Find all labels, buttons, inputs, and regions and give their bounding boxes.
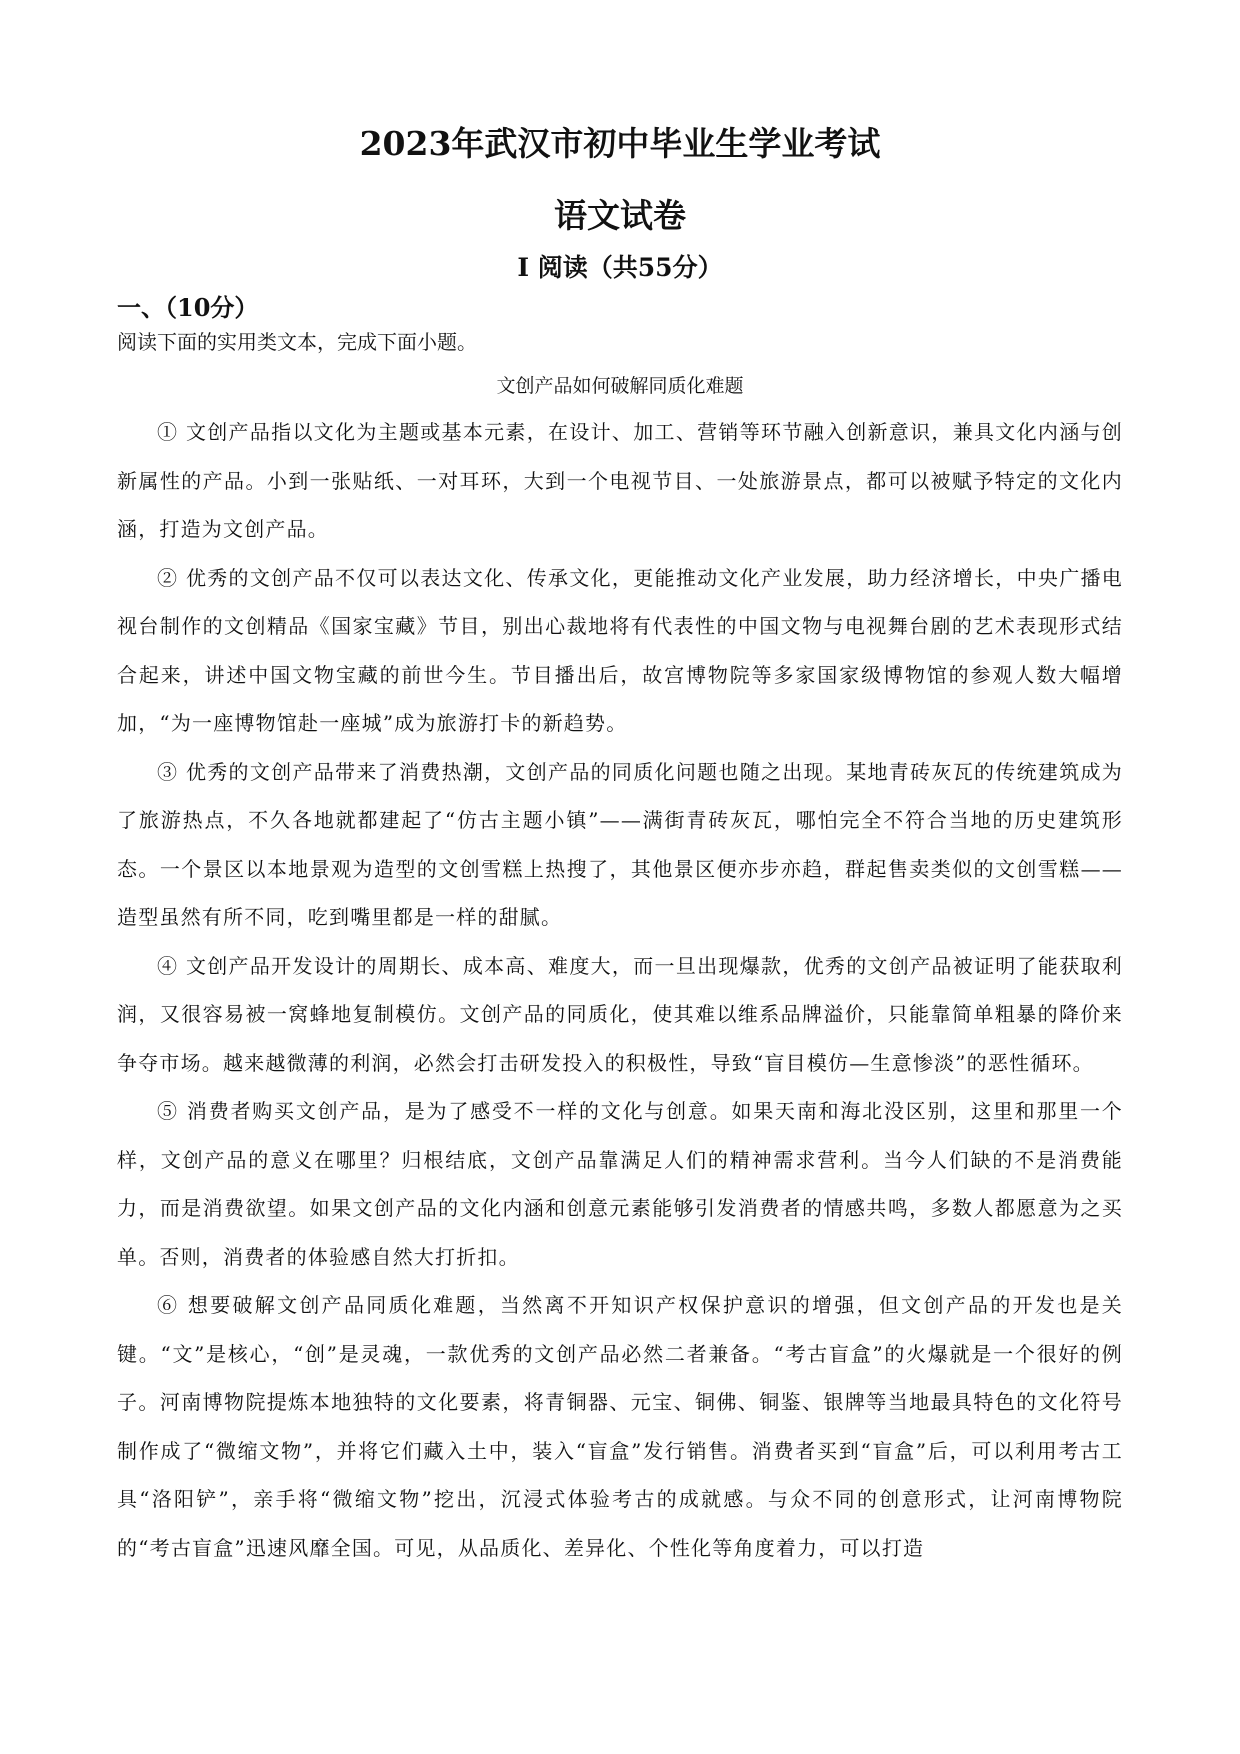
part-heading: Ⅰ 阅读（共55分） xyxy=(517,253,723,282)
article-paragraph: ⑤ 消费者购买文创产品，是为了感受不一样的文化与创意。如果天南和海北没区别，这里和那里一个样，文创产品的意义在哪里？归根结底，文创产品靠满足人们的精神需求营利。当今人们缺的不是消费能力，而是消费欲望。如果文创产品的文化内涵和创意元素能够引发消费者的情感共鸣，多数人都愿意为之买单。否则，消费者的体验感自然大打折扣。 xyxy=(117,1099,1123,1269)
section-instruction: 阅读下面的实用类文本，完成下面小题。 xyxy=(117,330,477,354)
article-paragraph: ⑥ 想要破解文创产品同质化难题，当然离不开知识产权保护意识的增强，但文创产品的开发也是关键。“文”是核心，“创”是灵魂，一款优秀的文创产品必然二者兼备。“考古盲盒”的火爆就是一个很好的例子。河南博物院提炼本地独特的文化要素，将青铜器、元宝、铜佛、铜鉴、银牌等当地最具特色的文化符号制作成了“微缩文物”，并将它们藏入土中，装入“盲盒”发行销售。消费者买到“盲盒”后，可以利用考古工具“洛阳铲”，亲手将“微缩文物”挖出，沉浸式体验考古的成就感。与众不同的创意形式，让河南博物院的“考古盲盒”迅速风靡全国。可见，从品质化、差异化、个性化等角度着力，可以打造 xyxy=(117,1293,1123,1560)
article-paragraph: ② 优秀的文创产品不仅可以表达文化、传承文化，更能推动文化产业发展，助力经济增长，中央广播电视台制作的文创精品《国家宝藏》节目，别出心裁地将有代表性的中国文物与电视舞台剧的艺术表现形式结合起来，讲述中国文物宝藏的前世今生。节目播出后，故宫博物院等多家国家级博物馆的参观人数大幅增加，“为一座博物馆赴一座城”成为旅游打卡的新趋势。 xyxy=(117,565,1123,735)
article-title: 文创产品如何破解同质化难题 xyxy=(496,375,744,397)
article-paragraph: ① 文创产品指以文化为主题或基本元素，在设计、加工、营销等环节融入创新意识，兼具文化内涵与创新属性的产品。小到一张贴纸、一对耳环，大到一个电视节目、一处旅游景点，都可以被赋予特定的文化内涵，打造为文创产品。 xyxy=(117,420,1123,541)
section-heading: 一、（10分） xyxy=(117,293,259,322)
article-paragraph: ③ 优秀的文创产品带来了消费热潮，文创产品的同质化问题也随之出现。某地青砖灰瓦的传统建筑成为了旅游热点，不久各地就都建起了“仿古主题小镇”——满街青砖灰瓦，哪怕完全不符合当地的历史建筑形态。一个景区以本地景观为造型的文创雪糕上热搜了，其他景区便亦步亦趋，群起售卖类似的文创雪糕——造型虽然有所不同，吃到嘴里都是一样的甜腻。 xyxy=(117,759,1123,929)
exam-subtitle: 语文试卷 xyxy=(554,196,686,235)
article-paragraph: ④ 文创产品开发设计的周期长、成本高、难度大，而一旦出现爆款，优秀的文创产品被证明了能获取利润，又很容易被一窝蜂地复制模仿。文创产品的同质化，使其难以维系品牌溢价，只能靠简单粗暴的降价来争夺市场。越来越微薄的利润，必然会打击研发投入的积极性，导致“盲目模仿—生意惨淡”的恶性循环。 xyxy=(117,953,1123,1075)
article-body xyxy=(117,408,1123,1572)
exam-title: 2023年武汉市初中毕业生学业考试 xyxy=(359,124,881,163)
